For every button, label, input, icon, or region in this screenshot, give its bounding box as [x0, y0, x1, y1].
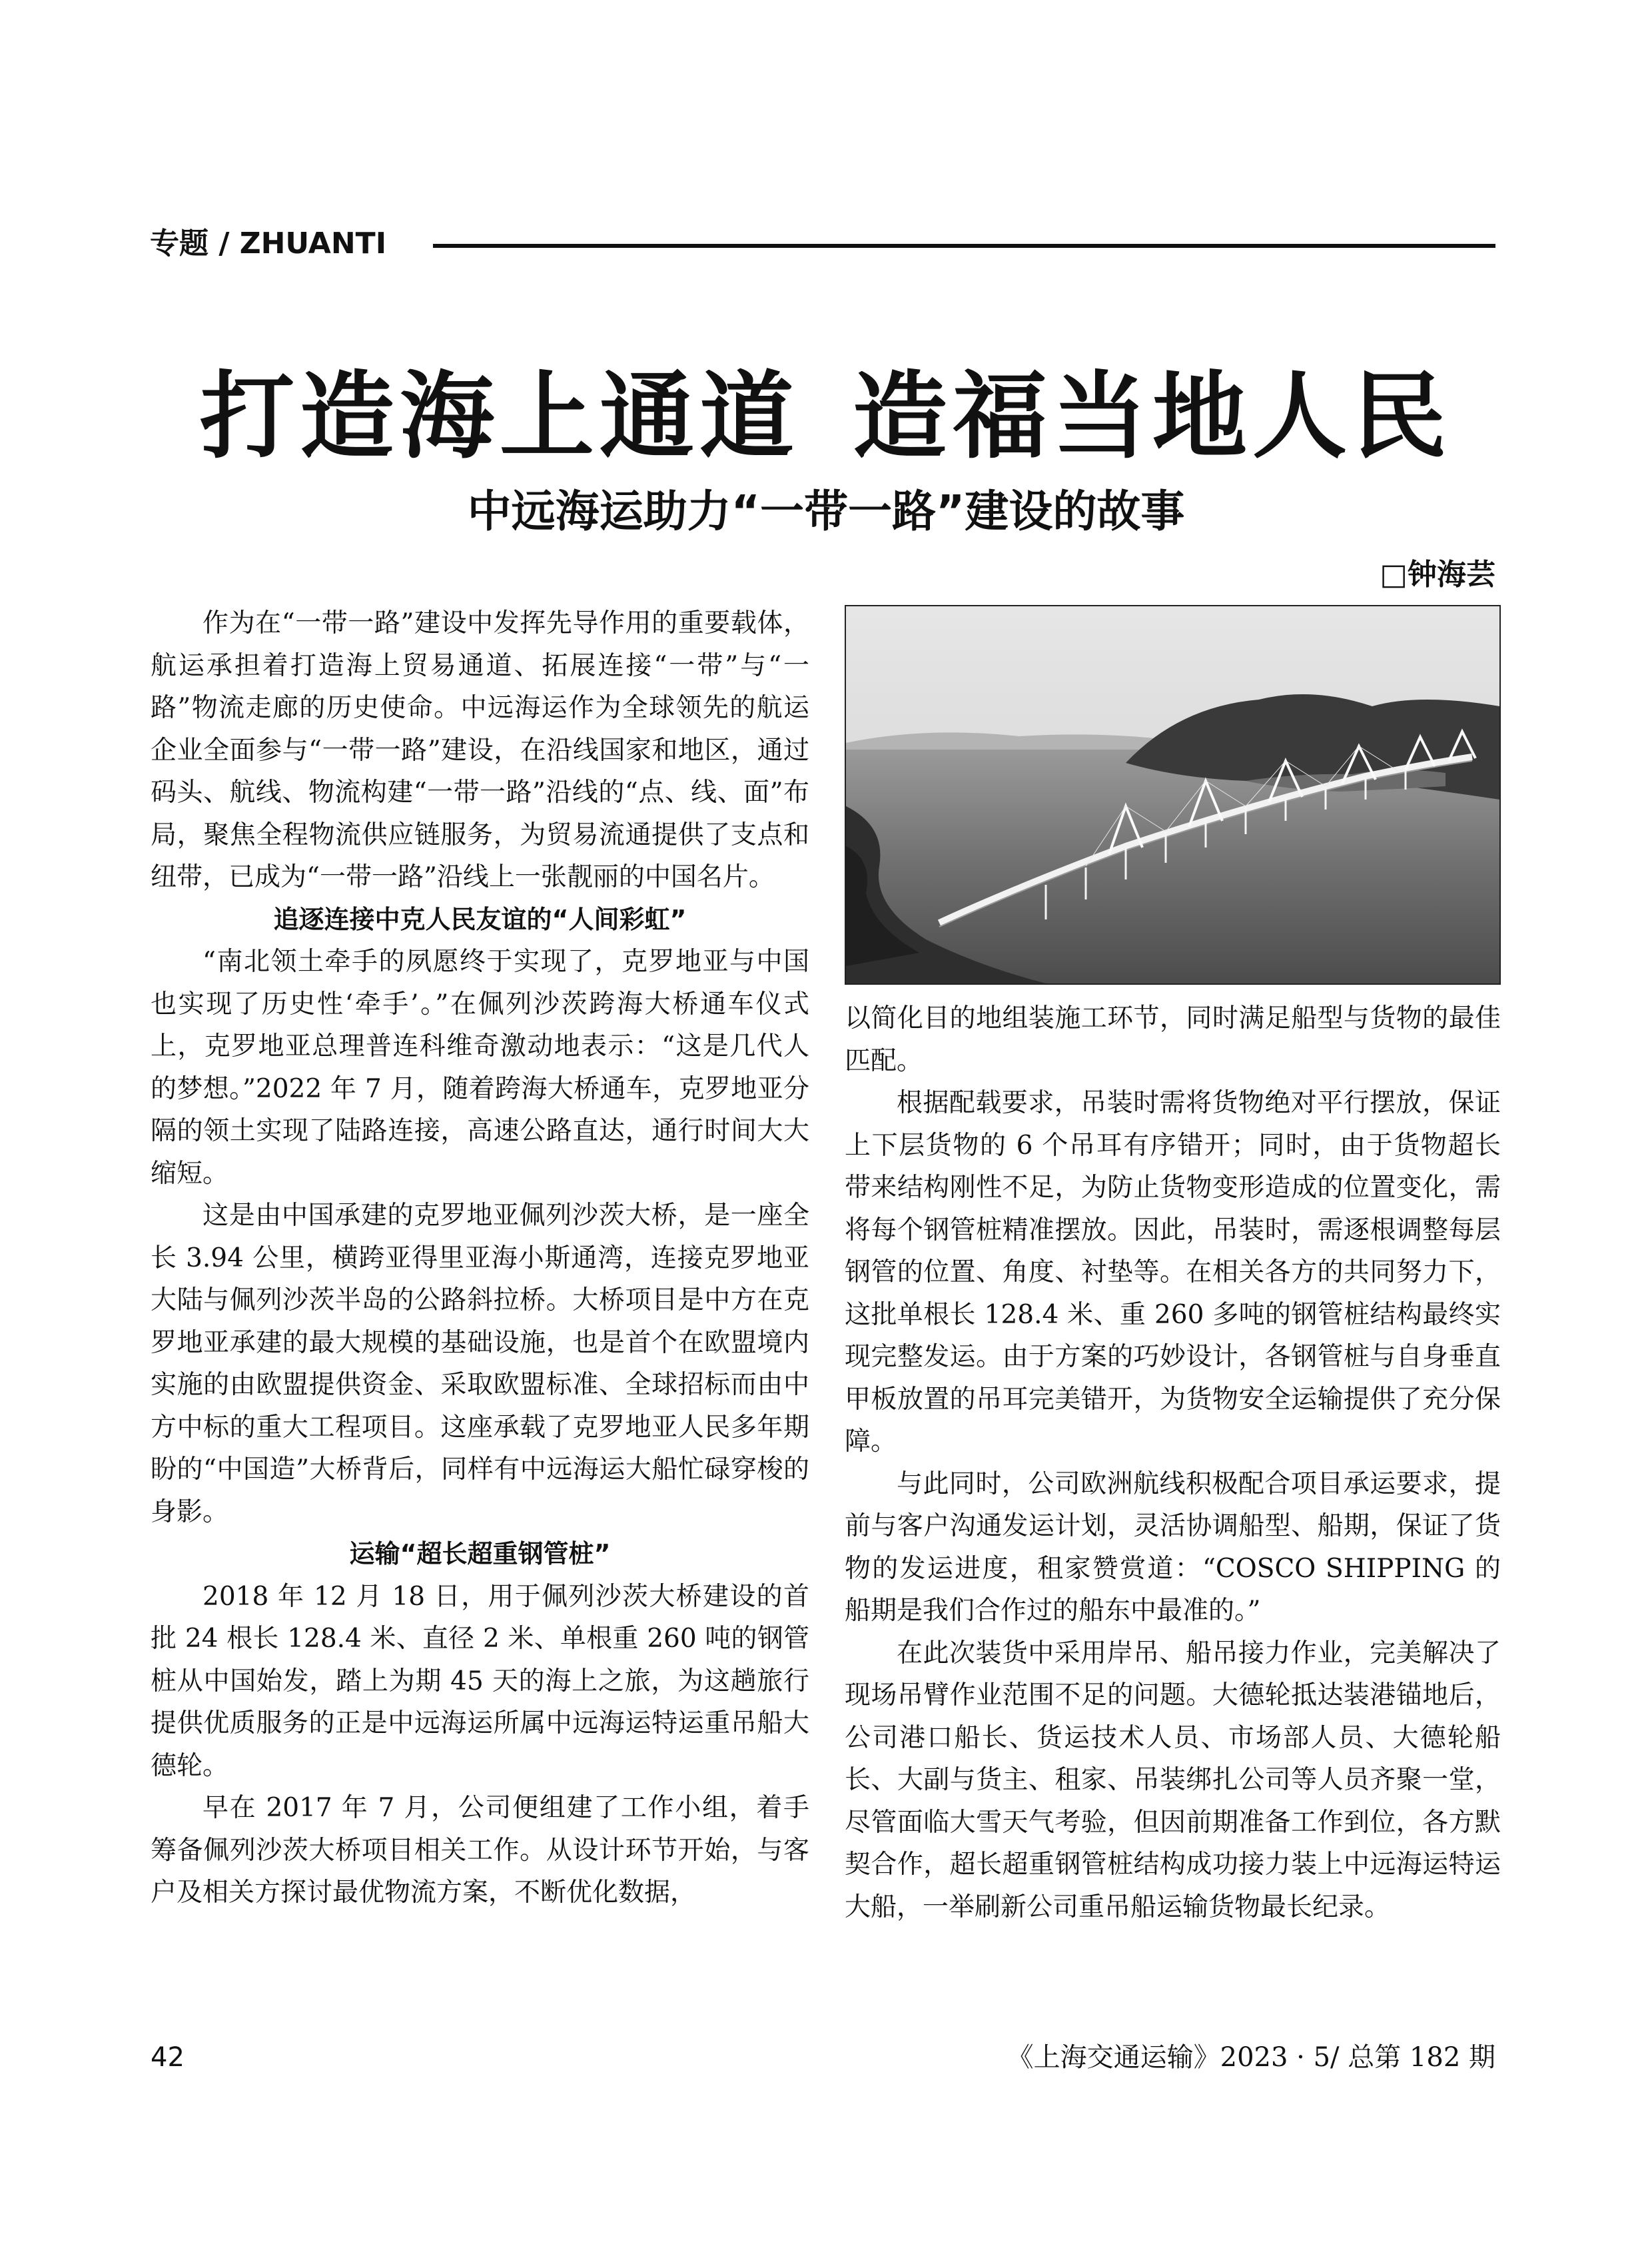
section-heading: 追逐连接中克人民友谊的“人间彩虹”	[273, 904, 687, 934]
article-title	[150, 360, 1502, 473]
paragraph: 作为在“一带一路”建设中发挥先导作用的重要载体，航运承担着打造海上贸易通道、拓展连接“一带”与“一路”物流走廊的历史使命。中远海运作为全球领先的航运企业全面参与“一带一路”建设，在沿线国家和地区，通过码头、航线、物流构建“一带一路”沿线的“点、线、面”布局，聚焦全程物流供应链服务，为贸易流通提供了支点和纽带，已成为“一带一路”沿线上一张靓丽的中国名片。	[151, 608, 809, 892]
bridge-photo	[845, 605, 1501, 985]
section-label: 专题 / ZHUANTI	[150, 227, 387, 261]
right-column	[845, 997, 1501, 1928]
title-part-1: 打造海上通道	[200, 361, 799, 472]
paragraph: 在此次装货中采用岸吊、船吊接力作业，完美解决了现场吊臂作业范围不足的问题。大德轮抵达装港锚地后，公司港口船长、货运技术人员、市场部人员、大德轮船长、大副与货主、租家、吊装绑扎公司等人员齐聚一堂，尽管面临大雪天气考验，但因前期准备工作到位，各方默契合作，超长超重钢管桩结构成功接力装上中远海运特运大船，一举刷新公司重吊船运输货物最长纪录。	[845, 1638, 1501, 1922]
author-byline: □钟海芸	[1380, 558, 1495, 592]
paragraph: 根据配载要求，吊装时需将货物绝对平行摆放，保证上下层货物的 6 个吊耳有序错开；同时，由于货物超长带来结构刚性不足，为防止货物变形造成的位置变化，需将每个钢管桩精准摆放。因此，吊装时，需逐根调整每层钢管的位置、角度、衬垫等。在相关各方的共同努力下，这批单根长 128.4 米、重 260 多吨的钢管桩结构最终实现完整发运。由于方案的巧妙设计，各钢管桩与自身垂直甲板放置的吊耳完美错开，为货物安全运输提供了充分保障。	[845, 1088, 1501, 1456]
paragraph: “南北领土牵手的夙愿终于实现了，克罗地亚与中国也实现了历史性‘牵手’。”在佩列沙茨跨海大桥通车仪式上，克罗地亚总理普连科维奇激动地表示：“这是几代人的梦想。”2022 年 7 月，随着跨海大桥通车，克罗地亚分隔的领土实现了陆路连接，高速公路直达，通行时间大大缩短。	[151, 947, 809, 1189]
paragraph: 2018 年 12 月 18 日，用于佩列沙茨大桥建设的首批 24 根长 128.4 米、直径 2 米、单根重 260 吨的钢管桩从中国始发，踏上为期 45 天的海上之旅，为这趟旅行提供优质服务的正是中远海运所属中远海运特运重吊船大德轮。	[151, 1581, 809, 1781]
section-rule	[433, 244, 1495, 248]
section-heading: 运输“超长超重钢管桩”	[349, 1539, 611, 1568]
paragraph: 与此同时，公司欧洲航线积极配合项目承运要求，提前与客户沟通发运计划，灵活协调船型、船期，保证了货物的发运进度，租家赞赏道：“COSCO SHIPPING 的船期是我们合作过的船东中最准的。”	[845, 1468, 1501, 1626]
journal-issue: 《上海交通运输》2023 · 5/ 总第 182 期	[1007, 2042, 1495, 2073]
left-column	[151, 602, 809, 1914]
paragraph: 早在 2017 年 7 月，公司便组建了工作小组，着手筹备佩列沙茨大桥项目相关工作。从设计环节开始，与客户及相关方探讨最优物流方案，不断优化数据，	[151, 1793, 809, 1908]
title-part-2: 造福当地人民	[853, 361, 1452, 472]
article-subtitle: 中远海运助力“一带一路”建设的故事	[467, 486, 1185, 537]
paragraph: 这是由中国承建的克罗地亚佩列沙茨大桥，是一座全长 3.94 公里，横跨亚得里亚海小斯通湾，连接克罗地亚大陆与佩列沙茨半岛的公路斜拉桥。大桥项目是中方在克罗地亚承建的最大规模的基础设施，也是首个在欧盟境内实施的由欧盟提供资金、采取欧盟标准、全球招标而由中方中标的重大工程项目。这座承载了克罗地亚人民多年期盼的“中国造”大桥背后，同样有中远海运大船忙碌穿梭的身影。	[151, 1201, 809, 1527]
paragraph: 以简化目的地组装施工环节，同时满足船型与货物的最佳匹配。	[845, 1003, 1501, 1076]
page-number: 42	[151, 2042, 185, 2073]
